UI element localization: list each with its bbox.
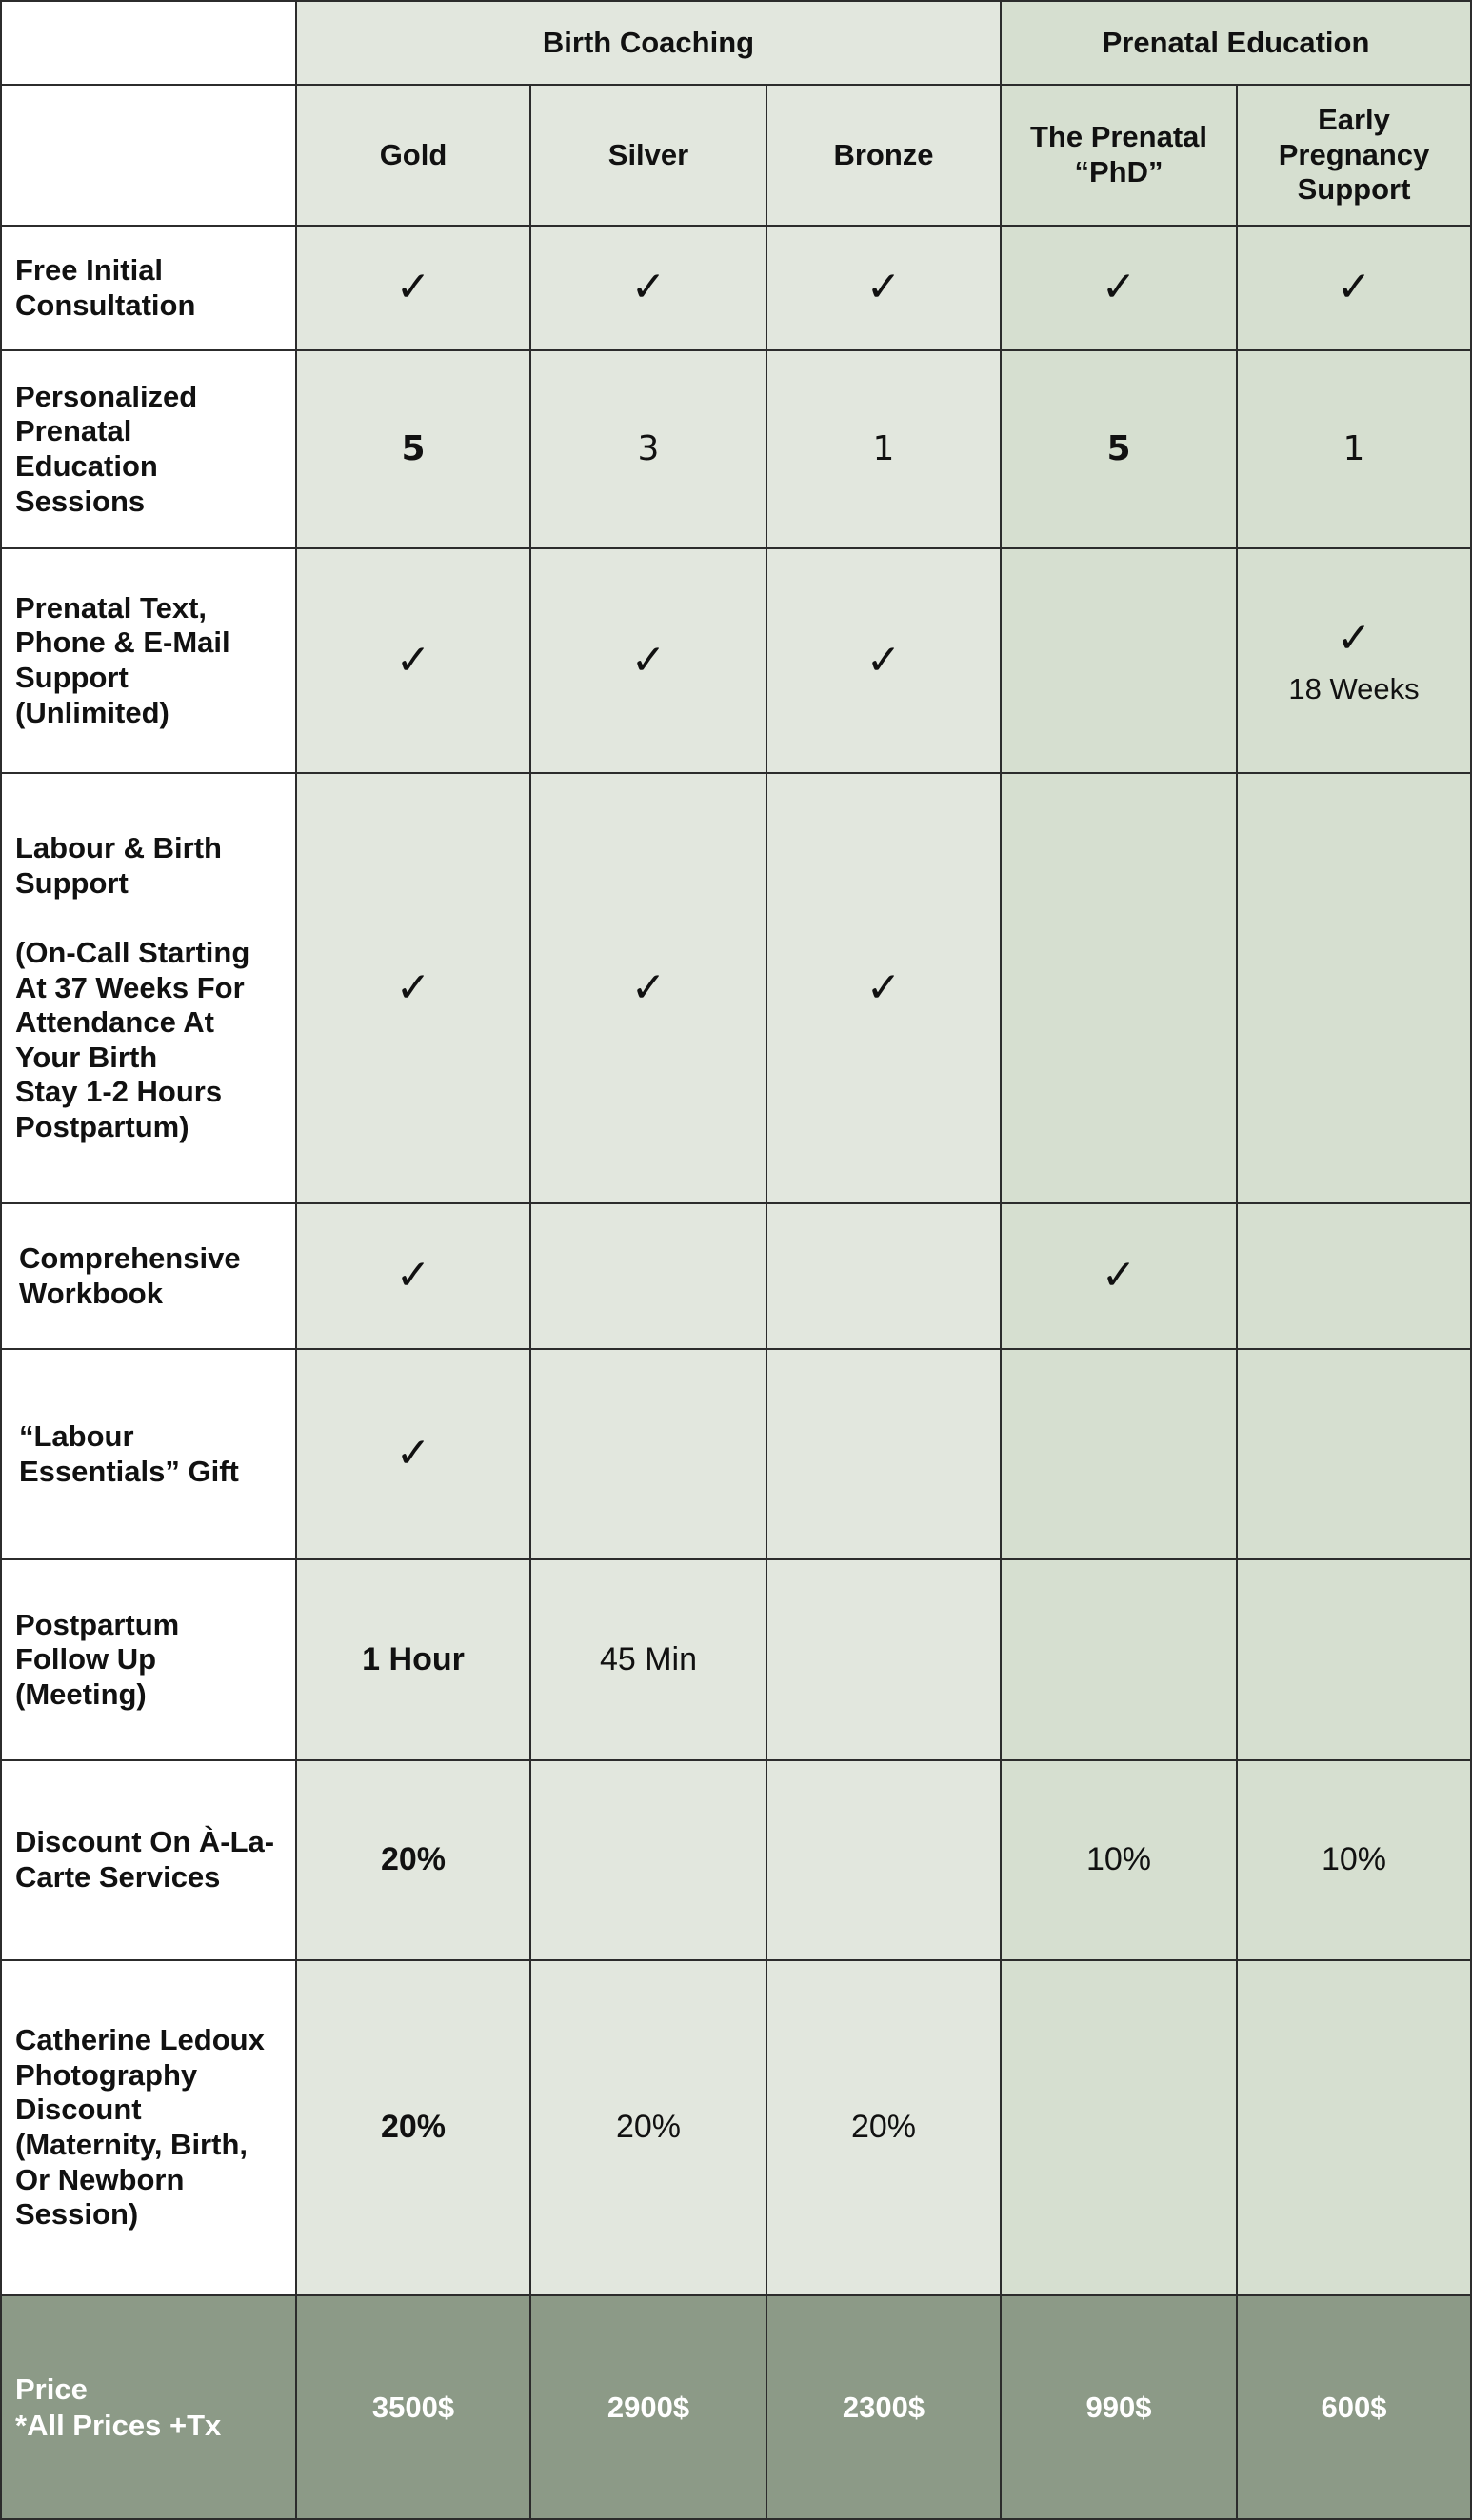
sessions-gold: 5 (297, 351, 531, 549)
empty-cell (531, 1350, 767, 1560)
check-icon: ✓ (1238, 227, 1472, 351)
followup-gold: 1 Hour (297, 1560, 531, 1761)
empty-cell (1002, 774, 1238, 1204)
text-support-early (1238, 549, 1472, 774)
empty-cell (1238, 1560, 1472, 1761)
check-icon: ✓ (531, 774, 767, 1204)
row-label-consultation: Free Initial Consultation (0, 227, 297, 351)
empty-cell (1238, 1204, 1472, 1350)
row-label-photography: Catherine Ledoux Photography Discount (Maternity, Birth, Or Newborn Session) (0, 1961, 297, 2296)
check-icon: ✓ (531, 549, 767, 774)
support-duration: 18 Weeks (1288, 672, 1420, 706)
check-icon: ✓ (297, 1204, 531, 1350)
plan-prenatal-phd: The Prenatal “PhD” (1002, 86, 1238, 227)
empty-cell (1238, 1961, 1472, 2296)
photo-discount-bronze: 20% (767, 1961, 1002, 2296)
plan-silver: Silver (531, 86, 767, 227)
sessions-bronze: 1 (767, 351, 1002, 549)
corner-cell (0, 0, 297, 86)
row-label-followup: Postpartum Follow Up (Meeting) (0, 1560, 297, 1761)
check-icon: ✓ (297, 227, 531, 351)
check-icon: ✓ (767, 774, 1002, 1204)
check-icon: ✓ (767, 549, 1002, 774)
photo-discount-silver: 20% (531, 1961, 767, 2296)
discount-early: 10% (1238, 1761, 1472, 1961)
discount-phd: 10% (1002, 1761, 1238, 1961)
check-icon: ✓ (1336, 613, 1372, 663)
price-phd: 990$ (1002, 2296, 1238, 2520)
empty-cell (1002, 1961, 1238, 2296)
price-bronze: 2300$ (767, 2296, 1002, 2520)
check-icon: ✓ (297, 774, 531, 1204)
empty-cell (767, 1350, 1002, 1560)
empty-cell (531, 1204, 767, 1350)
row-label-education-sessions: Personalized Prenatal Education Sessions (0, 351, 297, 549)
empty-cell (1002, 549, 1238, 774)
check-icon: ✓ (1002, 227, 1238, 351)
empty-cell (1238, 1350, 1472, 1560)
empty-cell (1002, 1350, 1238, 1560)
empty-cell (767, 1560, 1002, 1761)
empty-cell (1238, 774, 1472, 1204)
sessions-phd: 5 (1002, 351, 1238, 549)
check-icon: ✓ (297, 549, 531, 774)
check-icon: ✓ (767, 227, 1002, 351)
empty-cell (531, 1761, 767, 1961)
corner-cell-2 (0, 86, 297, 227)
followup-silver: 45 Min (531, 1560, 767, 1761)
row-label-text-support: Prenatal Text, Phone & E-Mail Support (Unlimited) (0, 549, 297, 774)
group-birth-coaching: Birth Coaching (297, 0, 1002, 86)
plan-early-pregnancy-support: Early Pregnancy Support (1238, 86, 1472, 227)
row-label-gift: “Labour Essentials” Gift (0, 1350, 297, 1560)
empty-cell (767, 1761, 1002, 1961)
row-label-workbook: Comprehensive Workbook (0, 1204, 297, 1350)
plan-gold: Gold (297, 86, 531, 227)
row-label-labour-support: Labour & Birth Support (On-Call Starting At 37 Weeks For Attendance At Your Birth Stay 1-2 Hours Postpartum) (0, 774, 297, 1204)
price-early: 600$ (1238, 2296, 1472, 2520)
discount-gold: 20% (297, 1761, 531, 1961)
check-icon: ✓ (531, 227, 767, 351)
empty-cell (767, 1204, 1002, 1350)
sessions-silver: 3 (531, 351, 767, 549)
price-gold: 3500$ (297, 2296, 531, 2520)
row-label-price: Price *All Prices +Tx (0, 2296, 297, 2520)
check-icon: ✓ (297, 1350, 531, 1560)
check-icon: ✓ (1002, 1204, 1238, 1350)
empty-cell (1002, 1560, 1238, 1761)
group-prenatal-education: Prenatal Education (1002, 0, 1472, 86)
plan-bronze: Bronze (767, 86, 1002, 227)
row-label-discount: Discount On À-La- Carte Services (0, 1761, 297, 1961)
photo-discount-gold: 20% (297, 1961, 531, 2296)
sessions-early: 1 (1238, 351, 1472, 549)
price-silver: 2900$ (531, 2296, 767, 2520)
